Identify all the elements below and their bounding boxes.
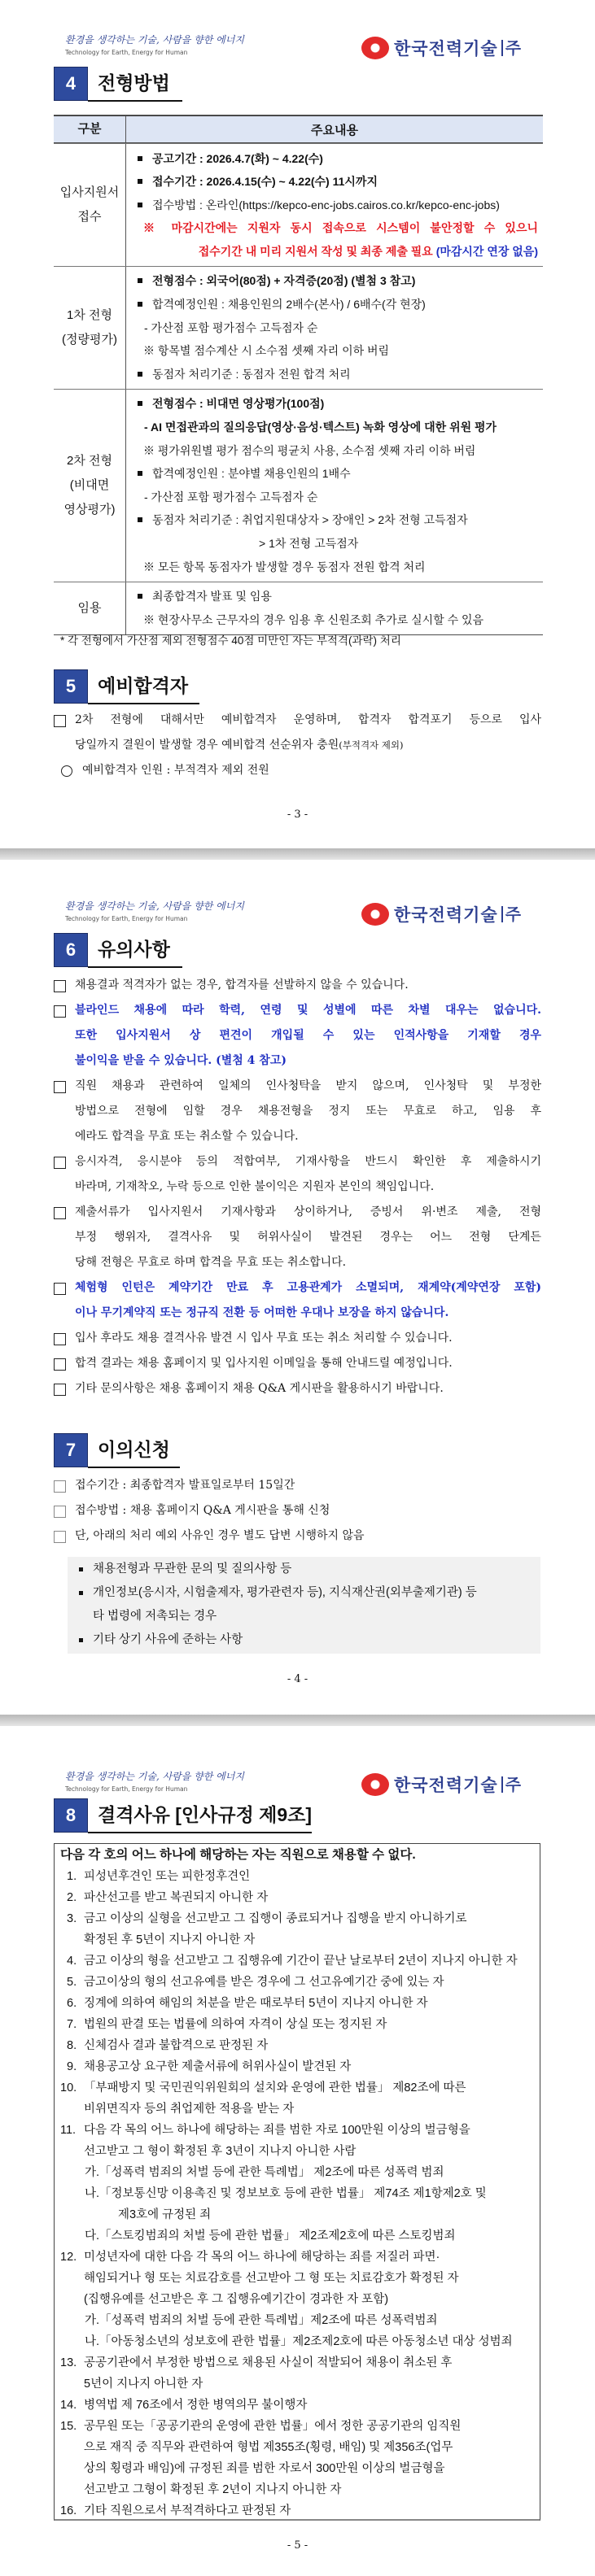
line-text: 2차 전형에 대해서만 예비합격자 운영하며, 합격자 합격포기 등으로 입사 [75, 713, 541, 726]
logo-name: 한국전력기술 [394, 39, 498, 59]
item-number: 3. [67, 1912, 77, 1925]
line-text: ※ 마감시간에는 지원자 동시 접속으로 시스템이 불안정할 수 있으니 [143, 221, 538, 235]
notice-line [54, 1301, 541, 1326]
disqualification-item [55, 2120, 540, 2141]
line-text: > 1차 전형 고득점자 [259, 537, 359, 550]
disqualification-item [55, 1887, 540, 1908]
item-number: 9. [67, 2060, 77, 2073]
section-number: 6 [54, 933, 88, 967]
item-number: 13. [60, 2356, 77, 2369]
line-text: 접수기간 : 2026.4.15(수) ~ 4.22(수) 11시까지 [152, 175, 378, 189]
line-text: 접수기간 내 미리 지원서 작성 및 최종 제출 필요 [198, 244, 433, 258]
item-number: 4. [67, 1955, 77, 1968]
circle-bullet-icon [61, 765, 72, 777]
line-text: 동점자 처리기준 : 동점자 전원 합격 처리 [152, 367, 351, 381]
notice-item [54, 1326, 541, 1351]
line-text: - AI 면접관과의 질의응답(영상·음성·텍스트) 녹화 영상에 대한 위원 평가 [144, 421, 497, 434]
tagline-en: Technology for Earth, Energy for Human [65, 49, 188, 56]
line-text: 전형점수 : 외국어(80점) + 자격증(20점) (별첨 3 참고) [152, 274, 416, 288]
bullet-item [126, 170, 538, 194]
item-number: 8. [67, 2039, 77, 2052]
item-number: 2. [67, 1891, 77, 1904]
notices-list [54, 973, 541, 1401]
section-title: 유의사항 [98, 939, 170, 960]
tagline: 환경을 생각하는 기술, 사람을 향한 에너지 [65, 900, 244, 912]
row-category [54, 390, 126, 582]
line-text: 「성폭력 범죄의 처벌 등에 관한 특례법」 제2조에 따른 성폭력 범죄 [99, 2166, 444, 2179]
notice-item [54, 973, 541, 998]
sub-label: 다. [85, 2229, 100, 2243]
content-line [126, 416, 538, 439]
sub-item-line [55, 2204, 540, 2225]
bullet-item [126, 392, 538, 416]
checkbox-icon [54, 980, 66, 992]
section-underline [88, 703, 199, 704]
disqualification-item [55, 2035, 540, 2056]
line-text: 기타 직원으로서 부적격하다고 판정된 자 [84, 2504, 291, 2517]
category-label: 입사지원서 [59, 185, 120, 199]
notice-line [54, 1023, 541, 1048]
line-text: 징계에 의하여 해임의 처분을 받은 때로부터 5년이 지나지 아니한 자 [84, 1997, 428, 2010]
line-text: 선고받고 그 형이 확정된 후 3년이 지나지 아니한 사람 [84, 2145, 357, 2158]
disqualification-item [55, 1993, 540, 2014]
sub-item [55, 2331, 540, 2352]
line-text: 접수기간 : 최종합격자 발표일로부터 15일간 [75, 1479, 295, 1492]
table-header-row [54, 116, 543, 143]
line-text: 제출서류가 입사지원서 기재사항과 상이하거나, 증빙서 위·변조 제출, 전형 [75, 1205, 541, 1218]
section-underline [88, 966, 182, 968]
checkbox-icon [54, 1157, 66, 1169]
content-line [126, 532, 538, 556]
box-heading: 다음 각 호의 어느 하나에 해당하는 자는 직원으로 채용할 수 없다. [60, 1848, 416, 1862]
line-text: 「정보통신망 이용촉진 및 정보보호 등에 관한 법률」 제74조 제1항제2호 및 [99, 2187, 487, 2200]
row-category [54, 582, 126, 634]
company-logo [361, 36, 521, 60]
line-text: 공공기관에서 부정한 방법으로 채용된 사실이 적발되어 채용이 취소된 후 [84, 2356, 453, 2369]
notice-line [54, 1175, 541, 1200]
notice-line [54, 1124, 541, 1149]
sub-label: 가. [85, 2314, 100, 2327]
sub-label: 나. [85, 2187, 100, 2200]
sub-item [55, 2162, 540, 2183]
line-text: 방법으로 전형에 임할 경우 채용전형을 정지 또는 무효로 하고, 임용 후 [75, 1105, 541, 1118]
disqualification-item [55, 2500, 540, 2522]
tagline-en: Technology for Earth, Energy for Human [65, 1785, 188, 1793]
row-content [126, 582, 543, 634]
line-text: 「부패방지 및 국민권익위원회의 설치와 운영에 관한 법률」 제82조에 따른 [84, 2081, 466, 2094]
checkbox-icon [54, 1333, 66, 1345]
disqualification-box [54, 1843, 540, 2521]
line-text: 채용공고상 요구한 제출서류에 허위사실이 발견된 자 [84, 2060, 352, 2073]
disqualification-item [55, 2077, 540, 2099]
item-line [55, 2437, 540, 2458]
line-text: 전형점수 : 비대면 영상평가(100점) [152, 397, 325, 411]
logo-mark-icon [361, 37, 389, 59]
checkbox-icon [54, 1358, 66, 1371]
line-text: 금고 이상의 실형을 선고받고 그 집행이 종료되거나 집행을 받지 아니하기로 [84, 1912, 467, 1925]
content-line [126, 240, 538, 264]
sub-label: 가. [85, 2166, 100, 2179]
reserve-candidate-text [54, 708, 541, 783]
notice-item [54, 1376, 541, 1401]
notice-item [54, 1149, 541, 1175]
item-line [55, 2479, 540, 2500]
logo-mark-icon [361, 903, 389, 926]
line-text: 개인정보(응시자, 시험출제자, 평가관련자 등), 지식재산권(외부출제기관) 등 [93, 1586, 477, 1599]
line-text: 파산선고를 받고 복권되지 아니한 자 [84, 1891, 269, 1904]
line-text: 최종합격자 발표 및 임용 [152, 590, 272, 604]
line-text: 제3호에 규정된 죄 [118, 2208, 212, 2221]
paragraph-line [54, 733, 541, 758]
notice-item [54, 1275, 541, 1301]
checkbox-icon [54, 1384, 66, 1396]
sub-item [55, 2183, 540, 2204]
line-text: 금고이상의 형의 선고유예를 받은 경우에 그 선고유예기간 중에 있는 자 [84, 1976, 444, 1989]
objection-list [54, 1473, 541, 1549]
line-text: 체험형 인턴은 계약기간 만료 후 고용관계가 소멸되며, 재계약(계약연장 포함) [75, 1281, 541, 1294]
selection-method-table [54, 115, 543, 635]
line-text: 금고 이상의 형을 선고받고 그 집행유예 기간이 끝난 날로부터 2년이 지나지 아니한 자 [84, 1955, 518, 1968]
line-text: 신체검사 결과 불합격으로 판정된 자 [84, 2039, 269, 2052]
category-label: 영상평가) [63, 502, 116, 517]
table-row [54, 143, 543, 266]
line-text: 입사 후라도 채용 결격사유 발견 시 입사 무효 또는 취소 처리할 수 있습니다. [75, 1332, 453, 1345]
item-number: 16. [60, 2504, 77, 2517]
section-number: 7 [54, 1433, 88, 1467]
tagline-en: Technology for Earth, Energy for Human [65, 915, 188, 922]
category-label: 1차 전형 [67, 307, 112, 322]
row-content [126, 390, 543, 582]
logo-mark-icon [361, 1773, 389, 1796]
line-text: 부정 행위자, 결격사유 및 허위사실이 발견된 경우는 어느 전형 단계든 [75, 1231, 541, 1244]
line-text: 또한 입사지원서 상 편견이 개입될 수 있는 인적사항을 기재할 경우 [75, 1029, 541, 1042]
section-underline [88, 1467, 180, 1468]
exception-item [68, 1581, 540, 1605]
bullet-item [126, 293, 538, 316]
sub-item [55, 2310, 540, 2331]
item-number: 14. [60, 2399, 77, 2412]
table-header-content: 주요내용 [311, 123, 358, 137]
category-label: (정량평가) [62, 332, 117, 347]
paragraph-line [54, 758, 541, 783]
page-separator [0, 848, 595, 860]
line-text: 병역법 제 76조에서 정한 병역의무 불이행자 [84, 2399, 308, 2412]
line-text: 5년이 지나지 아니한 자 [84, 2378, 203, 2391]
notice-line [54, 1048, 541, 1074]
line-text: 직원 채용과 관련하여 일체의 인사청탁을 받지 않으며, 인사청탁 및 부정한 [75, 1079, 541, 1092]
line-text: 블라인드 채용에 따라 학력, 연령 및 성별에 따른 차별 대우는 없습니다. [75, 1004, 541, 1017]
logo-suffix: 주 [501, 40, 521, 56]
disqualification-item [55, 2416, 540, 2437]
tagline: 환경을 생각하는 기술, 사람을 향한 에너지 [65, 34, 244, 46]
line-text: 단, 아래의 처리 예외 사유인 경우 별도 답변 시행하지 않음 [75, 1529, 365, 1542]
disqualification-item [55, 1866, 540, 1887]
content-line [126, 486, 538, 509]
bullet-item [126, 462, 538, 486]
line-text: 「아동청소년의 성보호에 관한 법률」제2조제2호에 따른 아동청소년 대상 성범죄 [99, 2335, 513, 2348]
content-line [126, 339, 538, 363]
section-title: 예비합격자 [98, 675, 189, 696]
notice-item [54, 1074, 541, 1099]
line-text: 기타 상기 사유에 준하는 사항 [93, 1633, 243, 1646]
notice-item [54, 1200, 541, 1225]
line-note: (마감시간 연장 없음) [432, 244, 538, 258]
disqualification-item [55, 2352, 540, 2373]
line-text: 이나 무기계약직 또는 정규직 전환 등 어떠한 우대나 보장을 하지 않습니다. [75, 1306, 449, 1319]
page-number: - 4 - [287, 1673, 308, 1685]
sub-label: 나. [85, 2335, 100, 2348]
line-text: 접수방법 : 채용 홈페이지 Q&A 게시판을 통해 신청 [75, 1504, 330, 1517]
category-label: (비대면 [69, 477, 110, 492]
exception-box [68, 1557, 540, 1654]
logo-suffix: 주 [501, 906, 521, 922]
item-line [55, 2268, 540, 2289]
page-number: - 5 - [287, 2539, 308, 2552]
line-text: 합격 결과는 채용 홈페이지 및 입사지원 이메일을 통해 안내드릴 예정입니다. [75, 1357, 453, 1370]
item-line [55, 2141, 540, 2162]
item-number: 1. [67, 1870, 77, 1883]
category-label: 임용 [77, 600, 102, 615]
line-text: ※ 평가위원별 평가 점수의 평균치 사용, 소수점 셋째 자리 이하 버림 [143, 443, 476, 457]
table-row [54, 389, 543, 582]
item-number: 6. [67, 1997, 77, 2010]
line-text: 공고기간 : 2026.4.7(화) ~ 4.22(수) [152, 151, 323, 165]
notice-line [54, 1225, 541, 1250]
table-row [54, 582, 543, 634]
sub-item [55, 2225, 540, 2247]
disqualification-item [55, 1908, 540, 1929]
line-text: 피성년후견인 또는 피한정후견인 [84, 1870, 251, 1883]
table-header-category: 구분 [54, 116, 126, 142]
item-line [55, 2289, 540, 2310]
notice-line [54, 1099, 541, 1124]
notice-item [54, 1351, 541, 1376]
notice-item [54, 998, 541, 1023]
line-text: 상의 횡령과 배임)에 규정된 죄를 범한 자로서 300만원 이상의 벌금형을 [84, 2462, 445, 2475]
line-text: 다음 각 목의 어느 하나에 해당하는 죄를 범한 자로 100만원 이상의 벌금형을 [84, 2124, 470, 2137]
line-text: 에라도 합격을 무효 또는 취소할 수 있습니다. [75, 1130, 299, 1143]
section-number: 5 [54, 669, 88, 704]
section-number: 4 [54, 67, 88, 101]
bullet-item [126, 147, 538, 171]
paragraph-line [54, 708, 541, 733]
content-line [126, 316, 538, 340]
line-text: 예비합격자 인원 : 부적격자 제외 전원 [82, 764, 269, 777]
logo-suffix: 주 [501, 1776, 521, 1793]
line-text: ※ 현장사무소 근무자의 경우 임용 후 신원조회 추가로 실시할 수 있음 [143, 612, 484, 626]
line-text: 채용전형과 무관한 문의 및 질의사항 등 [93, 1563, 292, 1576]
line-text: 당일까지 결원이 발생할 경우 예비합격 선순위자 충원 [75, 739, 339, 752]
section-title: 전형방법 [98, 72, 170, 94]
exception-item [68, 1558, 540, 1581]
section-number: 8 [54, 1798, 88, 1833]
row-category [54, 144, 126, 266]
checkbox-icon [54, 1480, 66, 1493]
line-text: - 가산점 포함 평가점수 고득점자 순 [144, 320, 318, 334]
disqualification-item [55, 2014, 540, 2035]
line-text: 합격예정인원 : 채용인원의 2배수(본사) / 6배수(각 현장) [152, 298, 426, 312]
checkbox-icon [54, 1531, 66, 1543]
bullet-item [126, 269, 538, 293]
line-text: (집행유예를 선고받은 후 그 집행유예기간이 경과한 자 포함) [84, 2293, 389, 2306]
line-text: 접수방법 : 온라인(https://kepco-enc-jobs.cairos.co.kr/kepco-enc-jobs) [152, 198, 500, 211]
line-text: 미성년자에 대한 다음 각 목의 어느 하나에 해당하는 죄를 저질러 파면· [84, 2251, 440, 2264]
checkbox-icon [54, 715, 66, 727]
item-line [55, 1929, 540, 1951]
disqualification-item [55, 1951, 540, 1972]
page-number: - 3 - [287, 809, 308, 821]
line-text: 동점자 처리기준 : 취업지원대상자 > 장애인 > 2차 전형 고득점자 [152, 513, 468, 527]
exception-item [68, 1628, 540, 1652]
company-logo [361, 902, 521, 926]
content-line [126, 439, 538, 463]
item-line [55, 2099, 540, 2120]
logo-name: 한국전력기술 [394, 1776, 498, 1795]
disqualification-item [55, 2247, 540, 2268]
bullet-item [126, 508, 538, 532]
line-text: ※ 항목별 점수계산 시 소수점 셋째 자리 이하 버림 [143, 344, 390, 358]
content-line [126, 216, 538, 240]
item-number: 11. [60, 2124, 77, 2137]
page-separator [0, 1715, 595, 1726]
exception-line [68, 1605, 540, 1628]
objection-item [54, 1498, 541, 1523]
logo-name: 한국전력기술 [394, 905, 498, 925]
section-title: 결격사유 [인사규정 제9조] [98, 1804, 313, 1825]
item-number: 5. [67, 1976, 77, 1989]
checkbox-icon [54, 1207, 66, 1219]
item-line [55, 2373, 540, 2395]
line-text: 응시자격, 응시분야 등의 적합여부, 기재사항을 반드시 확인한 후 제출하시기 [75, 1155, 541, 1168]
line-text: 채용결과 적격자가 없는 경우, 합격자를 선발하지 않을 수 있습니다. [75, 979, 409, 992]
item-number: 7. [67, 2018, 77, 2031]
line-text: ※ 모든 항목 동점자가 발생할 경우 동점자 전원 합격 처리 [143, 560, 426, 573]
line-text: 비위면직자 등의 취업제한 적용을 받는 자 [84, 2103, 295, 2116]
row-content [126, 267, 543, 389]
footnote: * 각 전형에서 가산점 제외 전형점수 40점 미만인 자는 부적격(과락) 처리 [60, 634, 401, 647]
line-text: 법원의 판결 또는 법률에 의하여 자격이 상실 또는 정지된 자 [84, 2018, 387, 2031]
item-line [55, 2458, 540, 2479]
line-text: 당해 전형은 무효로 하며 합격을 무효 또는 취소합니다. [75, 1256, 347, 1269]
line-text: 합격예정인원 : 분야별 채용인원의 1배수 [152, 467, 351, 481]
line-text: 선고받고 그형이 확정된 후 2년이 지나지 아니한 자 [84, 2483, 342, 2496]
line-text: 불이익을 받을 수 있습니다. (별첨 4 참고) [75, 1054, 287, 1067]
table-row [54, 266, 543, 389]
disqualification-item [55, 2395, 540, 2416]
item-number: 15. [60, 2420, 77, 2433]
bullet-item [126, 585, 538, 608]
section-title: 이의신청 [98, 1439, 170, 1460]
bullet-item [126, 194, 538, 217]
line-text: 해임되거나 형 또는 치료감호를 선고받아 그 형 또는 치료감호가 확정된 자 [84, 2272, 459, 2285]
line-text: 으로 재직 중 직무와 관련하여 형법 제355조(횡령, 배임) 및 제356조(업무 [84, 2441, 453, 2454]
line-text: 바라며, 기재착오, 누락 등으로 인한 불이익은 지원자 본인의 책임입니다. [75, 1180, 435, 1193]
disqualification-item [55, 1972, 540, 1993]
checkbox-icon [54, 1506, 66, 1518]
row-content [126, 144, 543, 266]
line-text: 「성폭력 범죄의 처벌 등에 관한 특례법」제2조에 따른 성폭력범죄 [99, 2314, 438, 2327]
line-text: 공무원 또는「공공기관의 운영에 관한 법률」에서 정한 공공기관의 임직원 [84, 2420, 462, 2433]
line-text: 기타 문의사항은 채용 홈페이지 채용 Q&A 게시판을 활용하시기 바랍니다. [75, 1382, 444, 1395]
checkbox-icon [54, 1081, 66, 1093]
checkbox-icon [54, 1283, 66, 1295]
line-text: 「스토킹범죄의 처벌 등에 관한 법률」 제2조제2호에 따른 스토킹범죄 [99, 2229, 456, 2243]
row-category [54, 267, 126, 389]
company-logo [361, 1772, 521, 1797]
disqualification-item [55, 2056, 540, 2077]
section-underline [88, 100, 182, 102]
notice-line [54, 1250, 541, 1275]
category-label: 2차 전형 [67, 453, 112, 468]
line-note: (부적격자 제외) [339, 739, 404, 751]
line-text: - 가산점 포함 평가점수 고득점자 순 [144, 490, 318, 503]
line-text: 타 법령에 저촉되는 경우 [93, 1610, 217, 1623]
item-number: 12. [60, 2251, 77, 2264]
tagline: 환경을 생각하는 기술, 사람을 향한 에너지 [65, 1771, 244, 1782]
category-label: 접수 [77, 209, 102, 224]
objection-item [54, 1473, 541, 1498]
item-number: 10. [60, 2081, 77, 2094]
content-line [126, 608, 538, 632]
line-text: 확정된 후 5년이 지나지 아니한 자 [84, 1933, 256, 1946]
checkbox-icon [54, 1005, 66, 1018]
content-line [126, 556, 538, 579]
section-underline [88, 1832, 312, 1833]
objection-item [54, 1523, 541, 1549]
bullet-item [126, 363, 538, 386]
